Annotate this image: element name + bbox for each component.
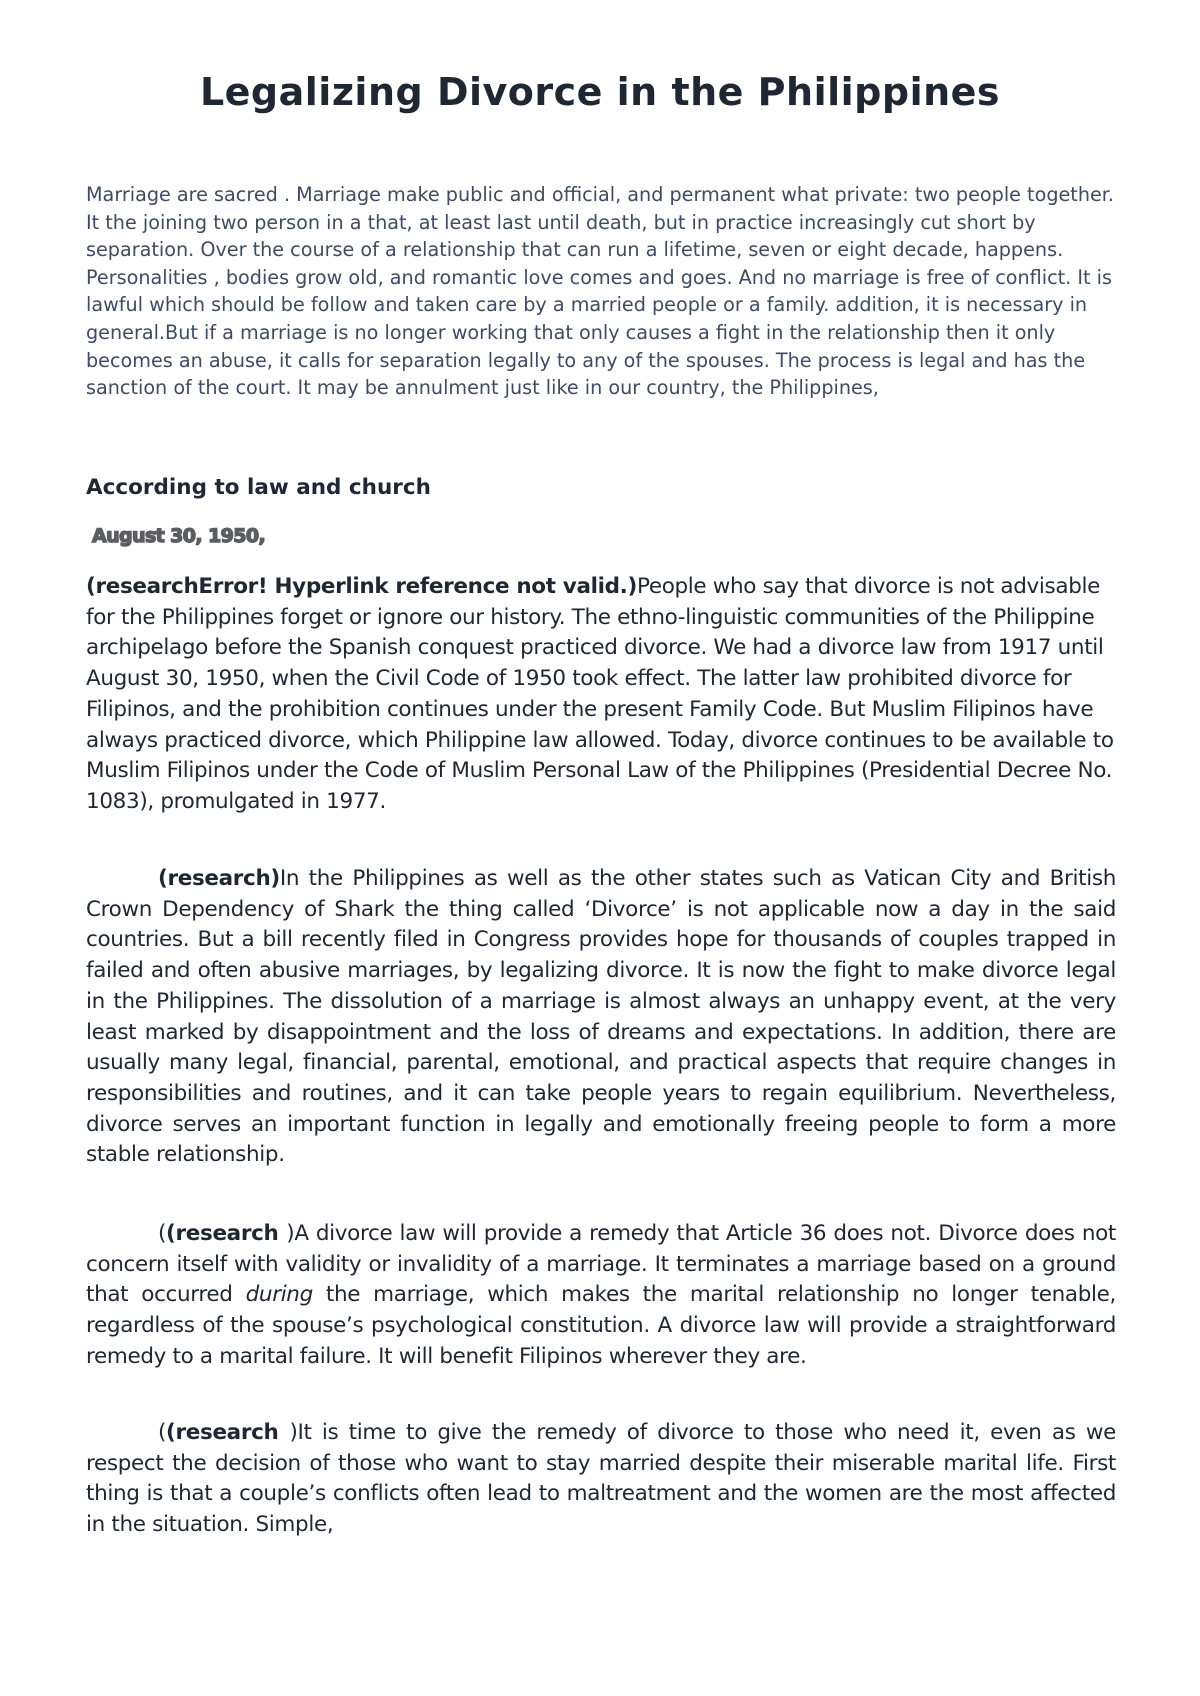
paragraph-lead-research: (research xyxy=(166,1221,287,1246)
paragraph-text: In the Philippines as well as the other states such as Vatican City and British Crown Dependency of Shark the thing called ‘Divorce’ is not applicable now a day in the said countries. But a bill recently filed in Congress provides hope for thousands of couples trapped in failed and often abusive marriages, by legalizing divorce. It is now the fight to make divorce legal in the Philippines. The dissolution of a marriage is almost always an unhappy event, at the very least marked by disappointment and the loss of dreams and expectations. In addition, there are usually many legal, financial, parental, emotional, and practical aspects that require changes in responsibilities and routines, and it can take people years to regain equilibrium. Nevertheless, divorce serves an important function in legally and emotionally freeing people to form a more stable relationship. xyxy=(86,866,1116,1168)
paragraph-remedy xyxy=(86,1219,1116,1373)
paragraph-text: People who say that divorce is not advisable for the Philippines forget or ignore our history. The ethno-linguistic communities of the Philippine archipelago before the Spanish conquest practiced divorce. We had a divorce law from 1917 until August 30, 1950, when the Civil Code of 1950 took effect. The latter law prohibited divorce for Filipinos, and the prohibition continues under the present Family Code. But Muslim Filipinos have always practiced divorce, which Philippine law allowed. Today, divorce continues to be available to Muslim Filipinos under the Code of Muslim Personal Law of the Philippines (Presidential Decree No. 1083), promulgated in 1977. xyxy=(86,574,1114,814)
date-line: August 30, 1950, xyxy=(92,525,266,547)
section-heading: According to law and church xyxy=(86,475,431,500)
document-title: Legalizing Divorce in the Philippines xyxy=(199,70,1001,114)
paragraph-time-to-give xyxy=(86,1418,1116,1541)
paragraph-lead-research: (research xyxy=(166,1420,290,1445)
paragraph-lead-error-reference: (researchError! Hyperlink reference not valid.) xyxy=(86,574,637,599)
paragraph-prefix: ( xyxy=(158,1221,167,1246)
paragraph-text: )It is time to give the remedy of divorce to those who need it, even as we respect the decision of those who want to stay married despite their miserable marital life. First thing is that a couple’s conflicts often lead to maltreatment and the women are the most affected in the situation. Simple, xyxy=(86,1420,1116,1538)
paragraph-history xyxy=(86,572,1116,818)
paragraph-lead-research: (research) xyxy=(158,866,280,891)
paragraph-bill xyxy=(86,864,1116,1171)
paragraph-text: )A divorce law will provide a remedy that Article 36 does not. Divorce does not concern itself with validity or invalidity of a marriage. It terminates a marriage based on a ground that occurred xyxy=(86,1221,1116,1308)
paragraph-text: the marriage, which makes the marital relationship no longer tenable, regardless of the spouse’s psychological constitution. A divorce law will provide a straightforward remedy to a marital failure. It will benefit Filipinos wherever they are. xyxy=(86,1282,1117,1369)
intro-paragraph: Marriage are sacred . Marriage make public and official, and permanent what private: two people together. It the joining two person in a that, at least last until death, but in practice increasingly cut short by separation. Over the course of a relationship that can run a lifetime, seven or eight decade, happens. Personalities , bodies grow old, and romantic love comes and goes. And no marriage is free of conflict. It is lawful which should be follow and taken care by a married people or a family. addition, it is necessary in general.But if a marriage is no longer working that only causes a fight in the relationship then it only becomes an abuse, it calls for separation legally to any of the spouses. The process is legal and has the sanction of the court. It may be annulment just like in our country, the Philippines, xyxy=(86,183,1115,400)
paragraph-prefix: ( xyxy=(158,1420,167,1445)
paragraph-italic-emphasis: during xyxy=(245,1282,313,1308)
